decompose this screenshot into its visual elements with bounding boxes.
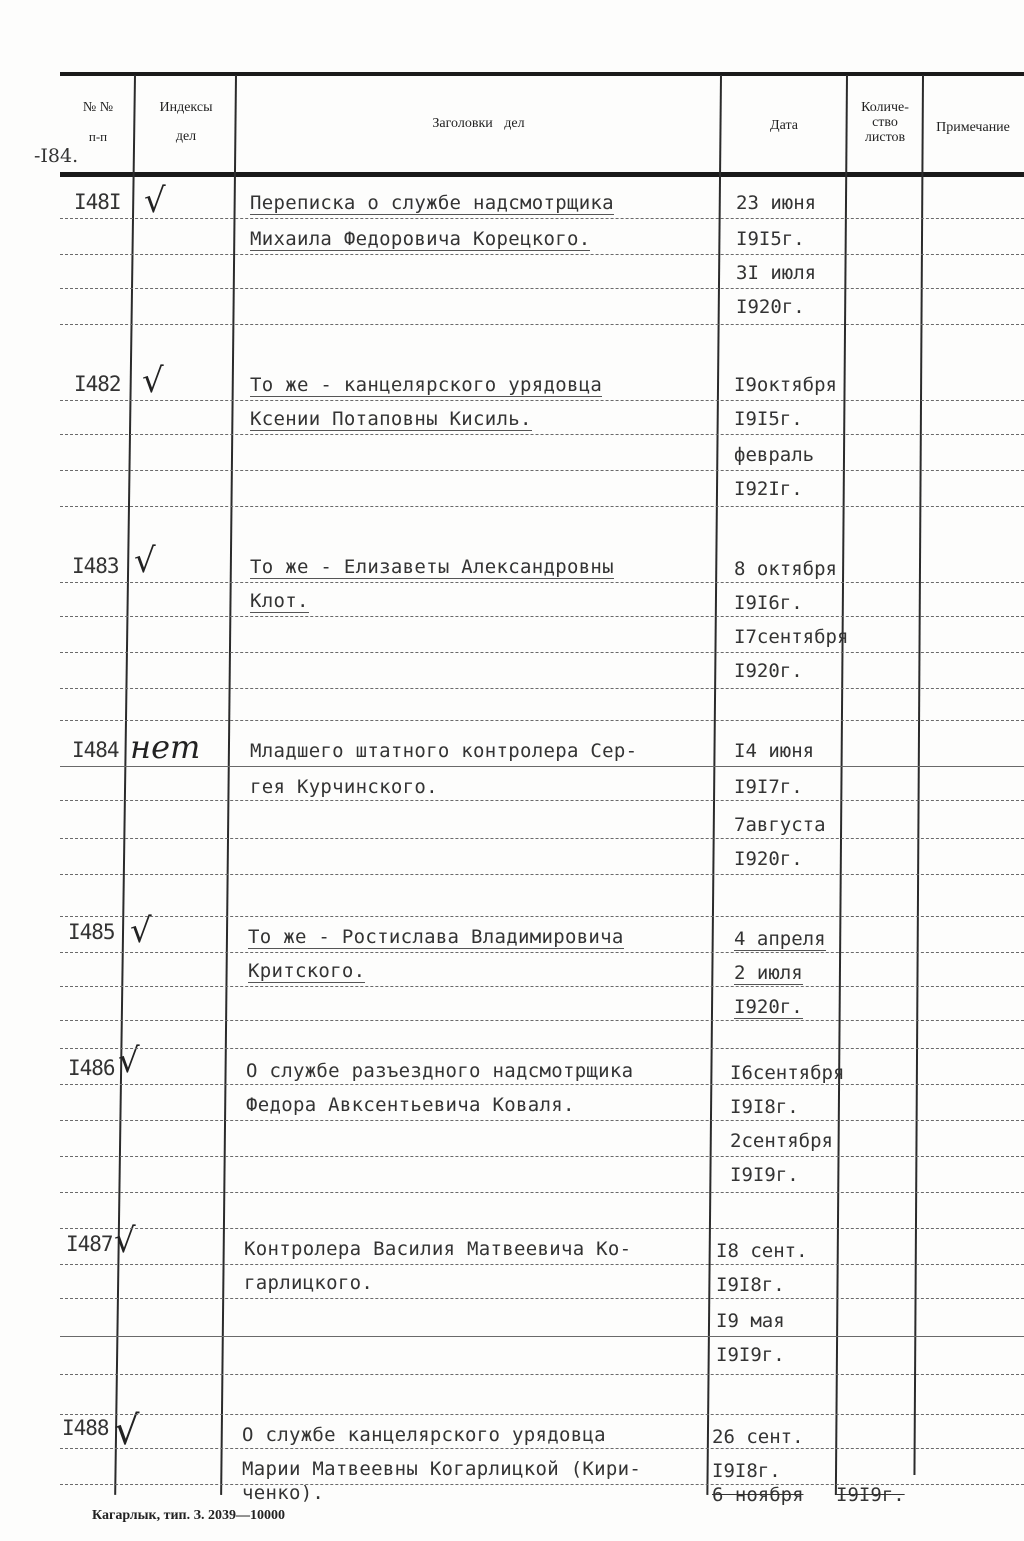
ruled-line [60, 582, 1024, 583]
page-number-stamp: -I84. [34, 145, 79, 167]
ruled-line [60, 288, 1024, 289]
date-line: I8 сент. [716, 1240, 808, 1262]
ruled-line [60, 616, 1024, 617]
ruled-line [60, 1020, 1024, 1021]
row-number: I488 [62, 1416, 109, 1440]
title-line: То же - Елизаветы Александровны [250, 556, 614, 578]
date-line: I9I8г. [712, 1460, 781, 1482]
ruled-line [60, 916, 1024, 917]
ruled-line [60, 254, 1024, 255]
checkmark-icon: √ [130, 911, 152, 951]
ruled-line [60, 1264, 1024, 1265]
header-bottom-rule [60, 172, 1024, 177]
ruled-line [60, 766, 1024, 767]
header-number: № № п-п [82, 100, 114, 144]
ruled-line [60, 1336, 1024, 1337]
header-title: Заголовки дел [432, 116, 525, 131]
title-line: гарлицкого. [244, 1272, 374, 1294]
ruled-line [60, 1192, 1024, 1193]
date-line: I920г. [736, 296, 805, 318]
date-line: 7августа [734, 814, 826, 836]
date-line: I92Iг. [734, 478, 803, 500]
ruled-line [60, 1228, 1024, 1229]
ruled-line [60, 1084, 1024, 1085]
title-line: О службе разъездного надсмотрщика [246, 1060, 634, 1082]
ruled-line [60, 470, 1024, 471]
title-line: гея Курчинского. [250, 776, 438, 798]
title-line: То же - Ростислава Владимировича [248, 926, 624, 948]
date-line: 8 октября [734, 558, 837, 580]
checkmark-icon: √ [114, 1408, 140, 1454]
date-line: I6сентября [730, 1062, 845, 1084]
ruled-line [60, 800, 1024, 801]
date-line: 2сентября [730, 1130, 833, 1152]
date-line: I9I9г. [716, 1344, 785, 1366]
title-line: ченко). [242, 1482, 325, 1504]
date-line: 6 ноября [712, 1484, 804, 1506]
checkmark-icon: √ [142, 361, 164, 401]
date-line: 4 апреля [734, 928, 826, 950]
ruled-line [60, 1156, 1024, 1157]
ruled-line [60, 1048, 1024, 1049]
title-line: Младшего штатного контролера Сер- [250, 740, 638, 762]
row-number: I484 [72, 738, 119, 762]
title-line: Переписка о службе надсмотрщика [250, 192, 614, 214]
printer-imprint: Кагарлык, тип. З. 2039—10000 [92, 1508, 286, 1523]
ruled-line [60, 400, 1024, 401]
date-line: I7сентября [734, 626, 849, 648]
header-index: Индексы дел [159, 100, 213, 144]
ruled-line [60, 952, 1024, 953]
date-line: I9I5г. [734, 408, 803, 430]
header-note: Примечание [936, 120, 1010, 135]
ruled-line [60, 986, 1024, 987]
title-line: Марии Матвеевны Когарлицкой (Кири- [242, 1458, 642, 1480]
ruled-line [60, 1120, 1024, 1121]
ruled-line [60, 506, 1024, 507]
ruled-line [60, 874, 1024, 875]
checkmark-icon: √ [118, 1041, 140, 1081]
date-line: I920г. [734, 996, 803, 1018]
ruled-line [60, 1484, 1024, 1485]
ruled-line [60, 688, 1024, 689]
title-line: О службе канцелярского урядовца [242, 1424, 606, 1446]
row-number: I486 [68, 1056, 115, 1080]
header-top-rule [60, 72, 1024, 76]
date-line: I4 июня [734, 740, 815, 762]
date-line: I9I8г. [730, 1096, 799, 1118]
ruled-line [60, 720, 1024, 721]
date-line: I920г. [734, 660, 803, 682]
date-line: I9I8г. [716, 1274, 785, 1296]
title-line: Критского. [248, 960, 366, 982]
ruled-line [60, 652, 1024, 653]
ruled-line [60, 434, 1024, 435]
ruled-line [60, 1414, 1024, 1415]
date-line: февраль [734, 444, 815, 466]
title-line: Ксении Потаповны Кисиль. [250, 408, 532, 430]
date-line: 2 июля [734, 962, 803, 984]
checkmark-icon: √ [114, 1221, 136, 1261]
sheets-overflow-text: I9I9г. [836, 1484, 905, 1506]
date-line: I920г. [734, 848, 803, 870]
date-line: 26 сент. [712, 1426, 804, 1448]
ruled-line [60, 838, 1024, 839]
date-line: I9I9г. [730, 1164, 799, 1186]
ruled-line [60, 1448, 1024, 1449]
row-number: I485 [68, 920, 115, 944]
title-line: То же - канцелярского урядовца [250, 374, 603, 396]
row-number: I487 [66, 1232, 113, 1256]
date-line: I9 мая [716, 1310, 785, 1332]
checkmark-icon: √ [144, 181, 166, 221]
date-line: I9I7г. [734, 776, 803, 798]
date-line: I9I6г. [734, 592, 803, 614]
date-line: 23 июня [736, 192, 817, 214]
title-line: Федора Авксентьевича Коваля. [246, 1094, 575, 1116]
row-number: I483 [72, 554, 119, 578]
ruled-line [60, 1298, 1024, 1299]
date-line: I9октября [734, 374, 837, 396]
header-sheets: Количе- ство листов [861, 100, 909, 145]
date-line: I9I5г. [736, 228, 805, 250]
row-number: I48I [74, 190, 121, 214]
ruled-line [60, 324, 1024, 325]
handwritten-note: нет [130, 728, 201, 766]
title-line: Клот. [250, 590, 309, 612]
date-line: 3I июля [736, 262, 817, 284]
title-line: Контролера Василия Матвеевича Ко- [244, 1238, 632, 1260]
checkmark-icon: √ [134, 541, 156, 581]
title-line: Михаила Федоровича Корецкого. [250, 228, 591, 250]
row-number: I482 [74, 372, 121, 396]
header-date: Дата [770, 118, 798, 133]
ruled-line [60, 1374, 1024, 1375]
ruled-line [60, 218, 1024, 219]
